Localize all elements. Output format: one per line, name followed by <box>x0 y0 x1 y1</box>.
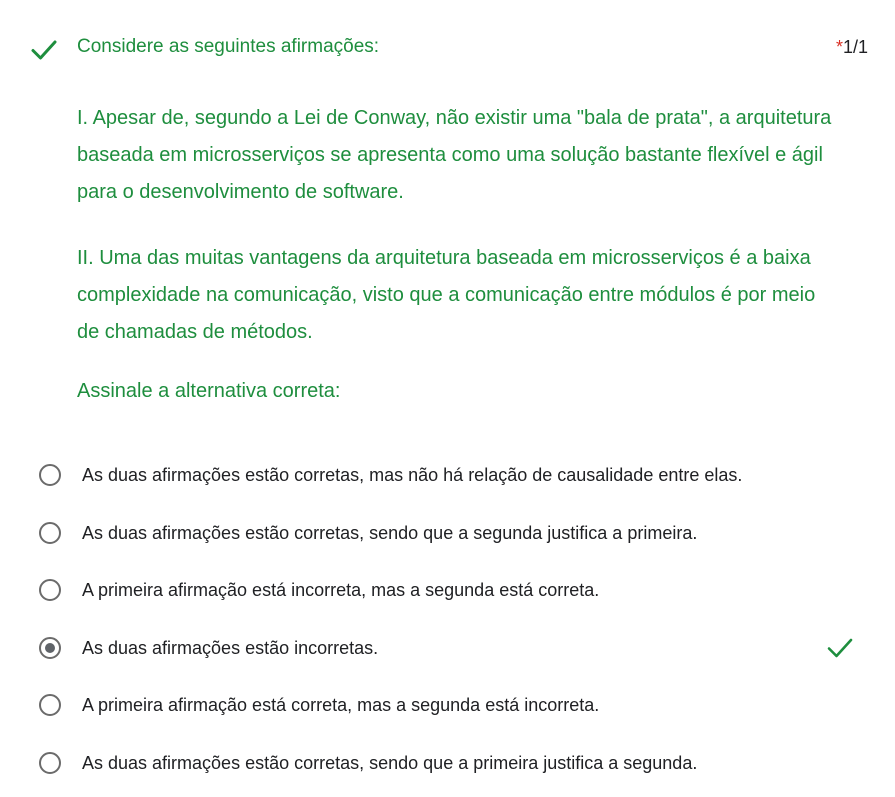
option-label[interactable]: As duas afirmações estão corretas, mas não há relação de causalidade entre elas. <box>82 465 743 485</box>
radio-dot <box>45 643 55 653</box>
option-2[interactable] <box>0 509 895 567</box>
radio-button[interactable] <box>39 522 61 544</box>
option-4[interactable] <box>0 624 895 682</box>
score-value: 1/1 <box>842 37 868 57</box>
option-1[interactable] <box>0 451 895 509</box>
radio-button-selected[interactable] <box>39 637 61 659</box>
radio-button[interactable] <box>39 579 61 601</box>
option-label[interactable]: As duas afirmações estão incorretas. <box>82 637 379 658</box>
option-5[interactable] <box>0 681 895 739</box>
option-label[interactable]: A primeira afirmação está incorreta, mas a segunda está correta. <box>82 580 600 601</box>
option-3[interactable] <box>0 566 895 624</box>
score <box>836 37 868 58</box>
question-title: Considere as seguintes afirmações: <box>77 36 380 57</box>
radio-button[interactable] <box>39 464 61 486</box>
required-marker: * <box>835 37 843 57</box>
option-label[interactable]: A primeira afirmação está correta, mas a segunda está incorreta. <box>82 695 600 716</box>
options-list <box>0 451 895 797</box>
statement-2: II. Uma das muitas vantagens da arquitetura baseada em microsserviços é a baixa complexidade na comunicação, visto que a comunicação entre módulos é por meio de chamadas de métodos. <box>77 247 816 343</box>
check-icon <box>30 37 58 63</box>
option-label[interactable]: As duas afirmações estão corretas, sendo que a primeira justifica a segunda. <box>82 752 698 773</box>
instruction: Assinale a alternativa correta: <box>77 380 341 402</box>
option-label[interactable]: As duas afirmações estão corretas, sendo que a segunda justifica a primeira. <box>82 522 698 543</box>
option-6[interactable] <box>0 739 895 797</box>
radio-button[interactable] <box>39 694 61 716</box>
radio-button[interactable] <box>39 752 61 774</box>
statement-1: I. Apesar de, segundo a Lei de Conway, não existir uma "bala de prata", a arquitetura baseada em microsserviços se apresenta como uma solução bastante flexível e ágil para o desenvolvimento de software. <box>77 107 832 203</box>
correct-check-icon <box>826 634 854 662</box>
